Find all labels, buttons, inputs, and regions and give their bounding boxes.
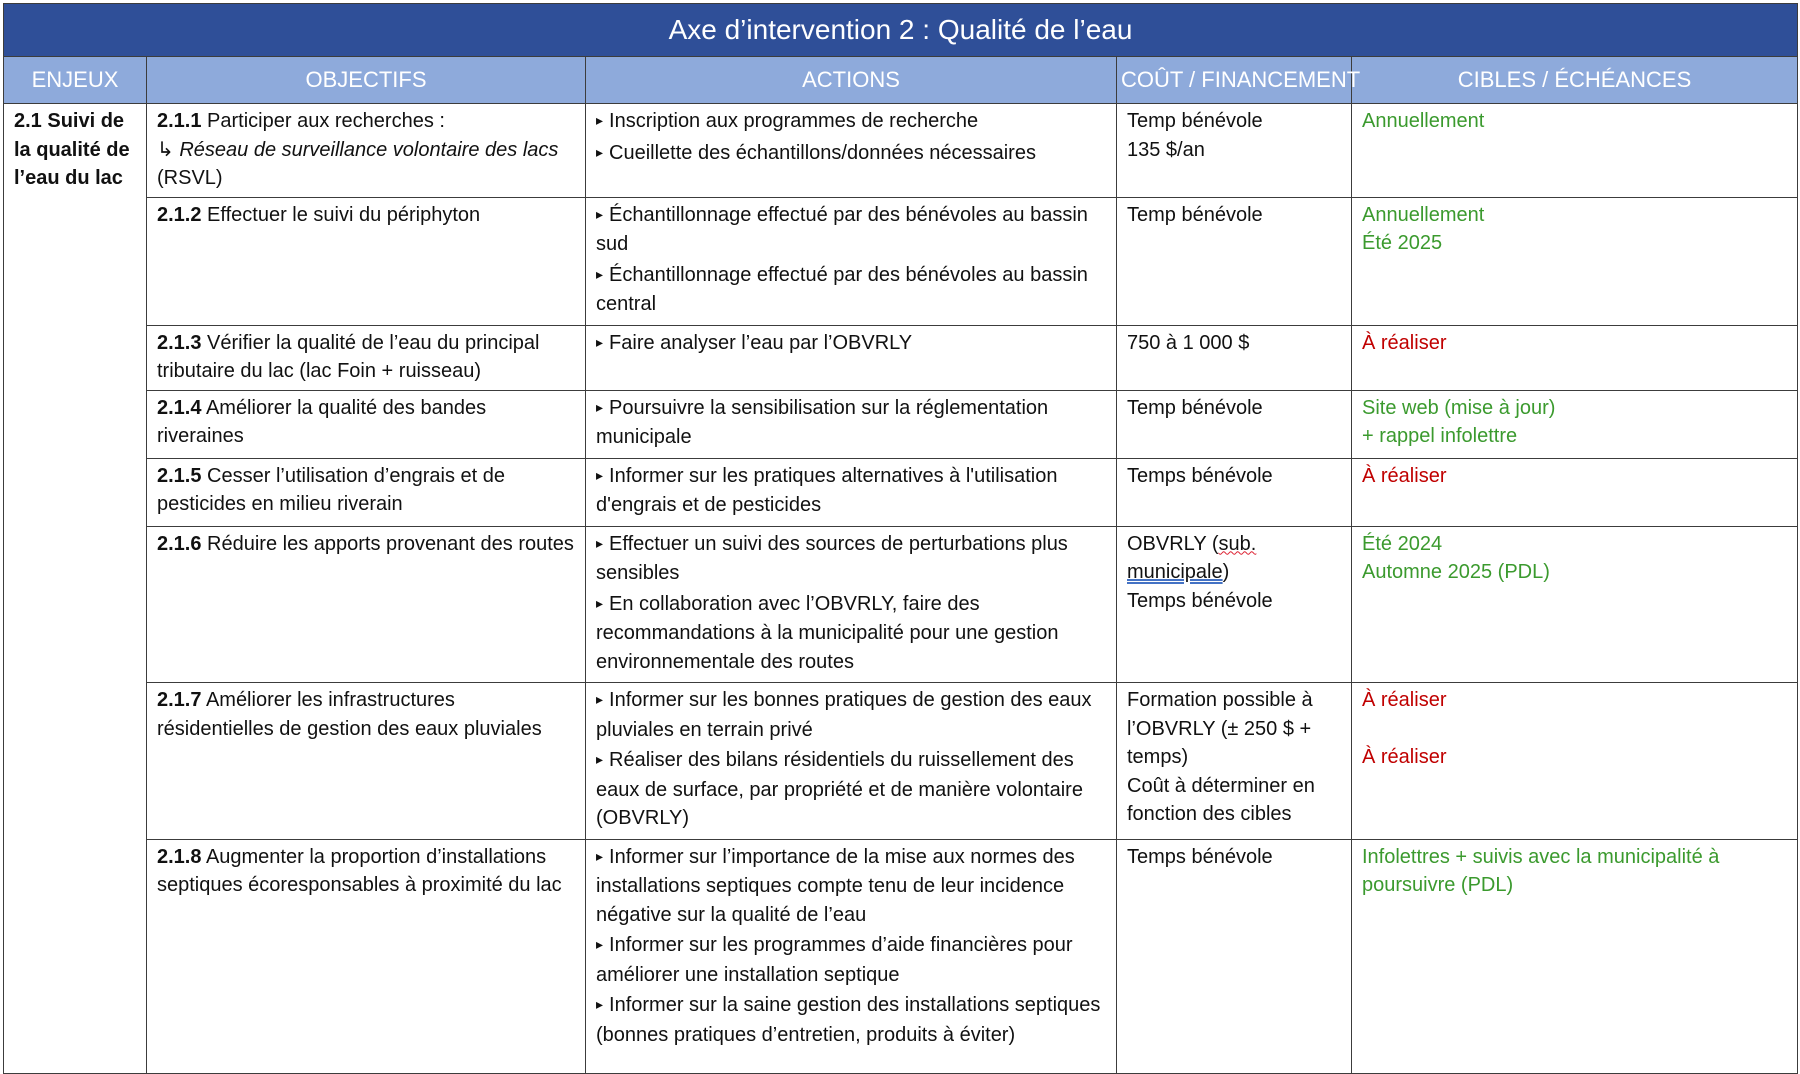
action-item: ▸ En collaboration avec l’OBVRLY, faire des recommandations à la municipalité pour une gestion environnementale des routes xyxy=(596,590,1108,677)
cost-line: Temp bénévole xyxy=(1127,110,1263,132)
sub-arrow-icon: ↳ xyxy=(157,138,174,161)
objective-cell xyxy=(147,325,586,390)
table-title: Axe d’intervention 2 : Qualité de l’eau xyxy=(4,4,1798,57)
objective-text: Participer aux recherches : xyxy=(207,110,445,132)
target-cell xyxy=(1352,325,1798,390)
target-cell xyxy=(1352,390,1798,458)
objective-number: 2.1.5 xyxy=(157,464,202,487)
target-line: Été 2024 xyxy=(1362,532,1443,555)
target-line: + rappel infolettre xyxy=(1362,425,1518,447)
objective-cell xyxy=(147,683,586,840)
target-cell xyxy=(1352,526,1798,683)
header-objectifs: OBJECTIFS xyxy=(147,57,586,104)
objective-text: Effectuer le suivi du périphyton xyxy=(207,203,481,226)
objective-text: Vérifier la qualité de l’eau du principal tributaire du lac (lac Foin + ruisseau) xyxy=(157,331,540,382)
action-item: ▸ Cueillette des échantillons/données nécessaires xyxy=(596,139,1108,169)
target-line: Site web (mise à jour) xyxy=(1362,396,1556,419)
target-cell xyxy=(1352,458,1798,526)
cost-line: Formation possible à l’OBVRLY (± 250 $ + temps) xyxy=(1127,689,1313,768)
target-line: Annuellement xyxy=(1362,110,1485,132)
objective-cell xyxy=(147,839,586,1073)
cost-line: OBVRLY (sub. municipale) xyxy=(1127,532,1257,583)
table-row xyxy=(4,325,1798,390)
target-line: Été 2025 xyxy=(1362,232,1443,254)
table-row xyxy=(4,390,1798,458)
action-item: ▸ Informer sur les bonnes pratiques de gestion des eaux pluviales en terrain privé xyxy=(596,686,1108,744)
cost-line: 750 à 1 000 $ xyxy=(1127,331,1250,354)
objective-cell xyxy=(147,526,586,683)
objective-number: 2.1.6 xyxy=(157,532,202,555)
actions-cell xyxy=(586,458,1117,526)
target-line: À réaliser xyxy=(1362,331,1447,354)
objective-sub-rest: (RSVL) xyxy=(157,167,223,189)
actions-cell xyxy=(586,325,1117,390)
header-row xyxy=(4,57,1798,104)
objective-cell xyxy=(147,390,586,458)
header-actions: ACTIONS xyxy=(586,57,1117,104)
objective-sub-italic: Réseau de surveillance volontaire des lacs xyxy=(179,138,559,161)
target-cell xyxy=(1352,839,1798,1073)
action-item: ▸ Échantillonnage effectué par des bénévoles au bassin sud xyxy=(596,201,1108,259)
cost-line: 135 $/an xyxy=(1127,138,1205,161)
cost-cell xyxy=(1117,325,1352,390)
objective-text: Améliorer la qualité des bandes riveraines xyxy=(157,396,487,447)
target-cell xyxy=(1352,197,1798,325)
target-line: Automne 2025 (PDL) xyxy=(1362,561,1550,583)
action-item: ▸ Informer sur les pratiques alternatives à l'utilisation d'engrais et de pesticides xyxy=(596,462,1108,520)
cost-line: Temps bénévole xyxy=(1127,589,1273,612)
cost-cell xyxy=(1117,458,1352,526)
table-row xyxy=(4,104,1798,198)
cost-line: Temps bénévole xyxy=(1127,464,1273,487)
target-line: À réaliser xyxy=(1362,746,1447,768)
target-cell xyxy=(1352,683,1798,840)
objective-number: 2.1.7 xyxy=(157,689,202,711)
action-item: ▸ Informer sur l’importance de la mise aux normes des installations septiques compte tenu de leur incidence négative sur la qualité de l’eau xyxy=(596,843,1108,930)
cost-cell xyxy=(1117,683,1352,840)
target-line: Infolettres + suivis avec la municipalité à poursuivre (PDL) xyxy=(1362,845,1720,896)
header-enjeux: ENJEUX xyxy=(4,57,147,104)
cost-cell xyxy=(1117,839,1352,1073)
header-cout: COÛT / FINANCEMENT xyxy=(1117,57,1352,104)
action-item: ▸ Réaliser des bilans résidentiels du ruissellement des eaux de surface, par propriété et de manière volontaire (OBVRLY) xyxy=(596,746,1108,833)
cost-line: Temp bénévole xyxy=(1127,203,1263,226)
action-item: ▸ Faire analyser l’eau par l’OBVRLY xyxy=(596,329,1108,359)
objective-number: 2.1.3 xyxy=(157,331,202,354)
actions-cell xyxy=(586,683,1117,840)
objective-text: Augmenter la proportion d’installations septiques écoresponsables à proximité du lac xyxy=(157,845,562,896)
objective-number: 2.1.1 xyxy=(157,110,202,132)
table-row xyxy=(4,526,1798,683)
actions-cell xyxy=(586,526,1117,683)
cost-line: Temp bénévole xyxy=(1127,396,1263,419)
action-item: ▸ Informer sur les programmes d’aide financières pour améliorer une installation septique xyxy=(596,931,1108,989)
objective-number: 2.1.2 xyxy=(157,203,202,226)
table-row xyxy=(4,839,1798,1073)
actions-cell xyxy=(586,104,1117,198)
table-row xyxy=(4,458,1798,526)
enjeu-cell: 2.1 Suivi de la qualité de l’eau du lac xyxy=(4,104,147,1074)
actions-cell xyxy=(586,197,1117,325)
objective-text: Cesser l’utilisation d’engrais et de pesticides en milieu riverain xyxy=(157,464,505,515)
objective-cell xyxy=(147,458,586,526)
actions-cell xyxy=(586,839,1117,1073)
actions-cell xyxy=(586,390,1117,458)
action-item: ▸ Effectuer un suivi des sources de perturbations plus sensibles xyxy=(596,530,1108,588)
cost-cell xyxy=(1117,104,1352,198)
action-plan-table xyxy=(3,3,1798,1074)
table-row xyxy=(4,683,1798,840)
target-line: Annuellement xyxy=(1362,203,1485,226)
cost-cell xyxy=(1117,526,1352,683)
action-item: ▸ Inscription aux programmes de recherche xyxy=(596,107,1108,137)
objective-text: Réduire les apports provenant des routes xyxy=(207,532,574,555)
objective-text: Améliorer les infrastructures résidentielles de gestion des eaux pluviales xyxy=(157,689,542,740)
cost-cell xyxy=(1117,390,1352,458)
objective-cell xyxy=(147,104,586,198)
cost-line: Coût à déterminer en fonction des cibles xyxy=(1127,774,1315,825)
objective-number: 2.1.8 xyxy=(157,845,202,868)
objective-number: 2.1.4 xyxy=(157,396,202,419)
header-cibles: CIBLES / ÉCHÉANCES xyxy=(1352,57,1798,104)
target-line: À réaliser xyxy=(1362,464,1447,487)
cost-line: Temps bénévole xyxy=(1127,845,1273,868)
action-item: ▸ Informer sur la saine gestion des installations septiques (bonnes pratiques d’entretien, produits à éviter) xyxy=(596,991,1108,1049)
target-line: À réaliser xyxy=(1362,689,1447,711)
cost-cell xyxy=(1117,197,1352,325)
objective-cell xyxy=(147,197,586,325)
target-cell xyxy=(1352,104,1798,198)
action-item: ▸ Poursuivre la sensibilisation sur la réglementation municipale xyxy=(596,394,1108,452)
action-item: ▸ Échantillonnage effectué par des bénévoles au bassin central xyxy=(596,261,1108,319)
table-row xyxy=(4,197,1798,325)
